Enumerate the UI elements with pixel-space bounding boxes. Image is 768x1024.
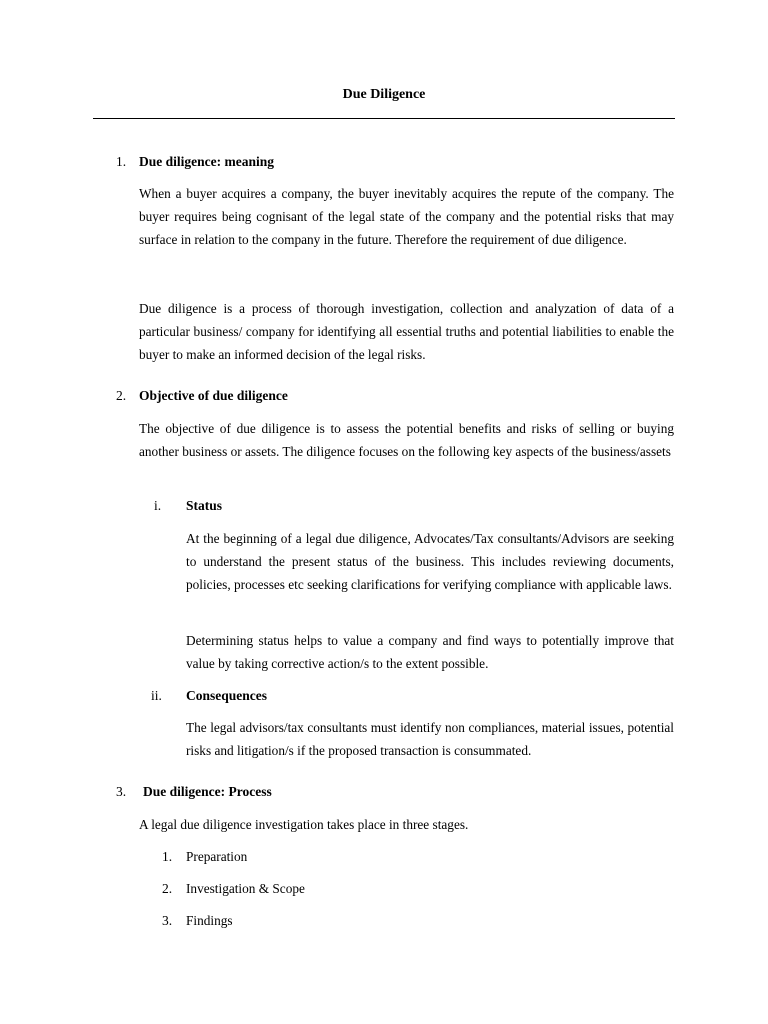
list-item-2-number: 2. <box>162 881 173 896</box>
section-1-paragraph-2: Due diligence is a process of thorough investigation, collection and analyzation of data of a particular business/ company for identifying all essential truths and potential liabilities to enable the buyer to make an informed decision of the legal risks. <box>139 301 674 363</box>
section-3-number: 3. <box>116 784 127 799</box>
subsection-ii-heading: Consequences <box>186 688 268 703</box>
section-2-paragraph-1: The objective of due diligence is to assess the potential benefits and risks of selling or buying another business or assets. The diligence focuses on the following key aspects of the business/assets <box>139 421 674 460</box>
document-title: Due Diligence <box>342 87 426 102</box>
subsection-ii-number: ii. <box>151 688 162 703</box>
subsection-i-number: i. <box>154 498 162 513</box>
list-item-2-text: Investigation & Scope <box>186 881 305 896</box>
subsection-i-paragraph-1: At the beginning of a legal due diligence, Advocates/Tax consultants/Advisors are seeking to understand the present status of the business. This includes reviewing documents, policies, processes etc seeking clarifications for verifying compliance with applicable laws. <box>186 531 674 593</box>
list-item-1-text: Preparation <box>186 849 248 864</box>
list-item-3-text: Findings <box>186 913 233 928</box>
subsection-i-paragraph-2: Determining status helps to value a company and find ways to potentially improve that value by taking corrective action/s to the extent possible. <box>186 633 674 672</box>
subsection-ii-paragraph-1: The legal advisors/tax consultants must identify non compliances, material issues, potential risks and litigation/s if the proposed transaction is consummated. <box>186 720 674 759</box>
section-1-paragraph-1: When a buyer acquires a company, the buyer inevitably acquires the repute of the company. The buyer requires being cognisant of the legal state of the company and the potential risks that may surface in relation to the company in the future. Therefore the requirement of due diligence. <box>139 186 674 248</box>
list-item-3-number: 3. <box>162 913 173 928</box>
list-item-1-number: 1. <box>162 849 173 864</box>
section-2-heading: Objective of due diligence <box>139 388 288 403</box>
section-2-number: 2. <box>116 388 127 403</box>
title-divider <box>93 118 675 119</box>
section-1-number: 1. <box>116 154 127 169</box>
section-1-heading: Due diligence: meaning <box>139 154 274 169</box>
section-3-paragraph-1: A legal due diligence investigation takes place in three stages. <box>139 817 469 832</box>
subsection-i-heading: Status <box>186 498 223 513</box>
section-3-heading: Due diligence: Process <box>143 784 272 799</box>
